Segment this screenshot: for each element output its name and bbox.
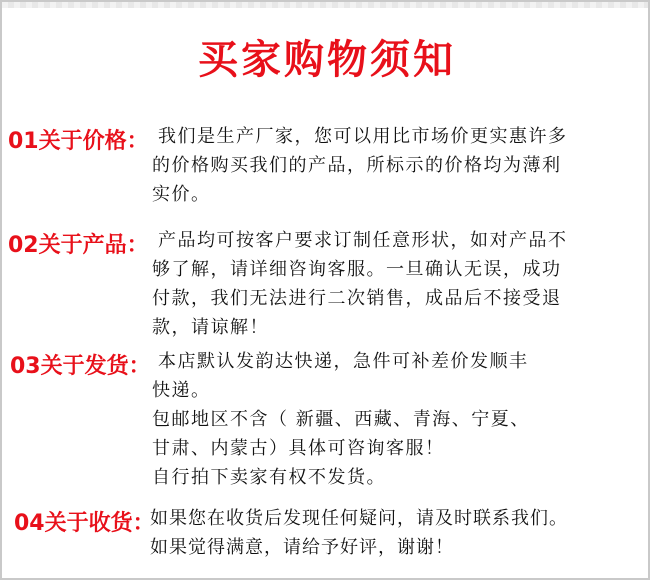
body-line: 如果觉得满意，请给予好评，谢谢！ xyxy=(150,537,454,558)
section-heading-price: 01关于价格： xyxy=(8,129,149,154)
section-heading-receipt: 04关于收货： xyxy=(14,511,155,536)
body-line: 我们是生产厂家，您可以用比市场价更实惠许多 xyxy=(158,126,568,147)
body-line: 实价。 xyxy=(152,184,211,205)
body-line: 快递。 xyxy=(152,380,211,401)
body-line: 够了解，请详细咨询客服。一旦确认无误，成功 xyxy=(152,259,562,280)
section-body-receipt xyxy=(150,504,568,562)
section-body-price xyxy=(152,122,568,209)
body-line: 款，请谅解！ xyxy=(152,317,269,338)
body-line: 的价格购买我们的产品，所标示的价格均为薄利 xyxy=(152,155,562,176)
body-line: 包邮地区不含（ 新疆、西藏、青海、宁夏、 xyxy=(152,409,530,430)
body-line: 如果您在收货后发现任何疑问，请及时联系我们。 xyxy=(150,508,568,529)
body-line: 自行拍下卖家有权不发货。 xyxy=(152,467,386,488)
top-decoration xyxy=(2,2,648,8)
page-title: 买家购物须知 xyxy=(198,37,456,83)
body-line: 产品均可按客户要求订制任意形状，如对产品不 xyxy=(158,230,568,251)
section-body-shipping xyxy=(152,347,530,492)
body-line: 甘肃、内蒙古）具体可咨询客服！ xyxy=(152,438,445,459)
body-line: 本店默认发韵达快递，急件可补差价发顺丰 xyxy=(158,351,529,372)
section-body-product xyxy=(152,226,568,342)
body-line: 付款，我们无法进行二次销售，成品后不接受退 xyxy=(152,288,562,309)
section-heading-shipping: 03关于发货： xyxy=(10,354,151,379)
section-heading-product: 02关于产品： xyxy=(8,233,149,258)
